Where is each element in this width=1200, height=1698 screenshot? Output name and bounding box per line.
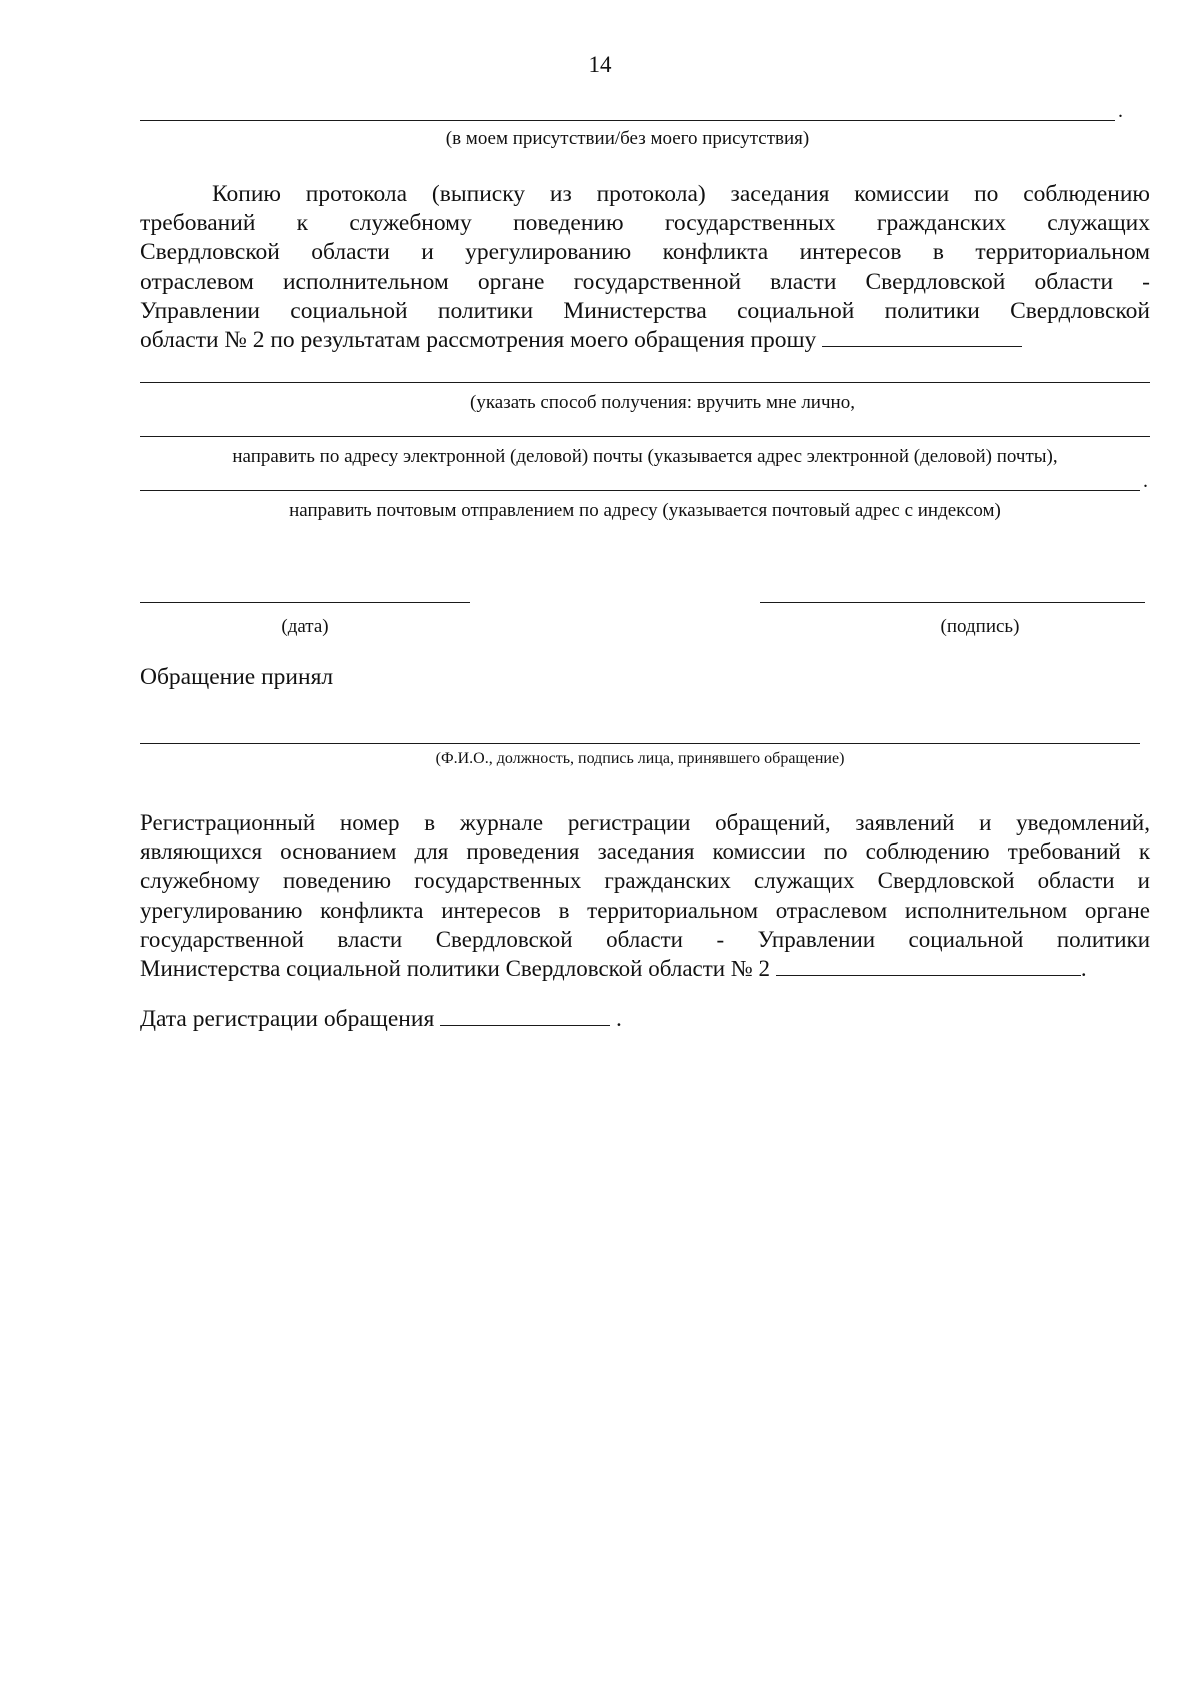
delivery-fill-line-3[interactable] (140, 490, 1140, 491)
paragraph-line (140, 326, 1150, 355)
paragraph-line: отраслевом исполнительном органе государственной власти Свердловской области - (140, 268, 1150, 295)
accepted-caption: (Ф.И.О., должность, подпись лица, принявшего обращение) (435, 750, 845, 767)
paragraph-line: Регистрационный номер в журнале регистрации обращений, заявлений и уведомлений, (140, 810, 1150, 835)
registration-number-fill-line[interactable] (776, 955, 1081, 976)
paragraph-line-text: области № 2 по результатам рассмотрения моего обращения прошу (140, 327, 817, 354)
delivery-caption-in-person: (указать способ получения: вручить мне лично, (470, 392, 855, 413)
registration-date-fill-line[interactable] (440, 1005, 610, 1026)
date-caption: (дата) (281, 616, 329, 637)
paragraph-line: являющихся основанием для проведения заседания комиссии по соблюдению требований к (140, 839, 1150, 865)
page-number: 14 (588, 52, 612, 77)
paragraph-line: Копию протокола (выписку из протокола) заседания комиссии по соблюдению (212, 181, 1150, 207)
paragraph-line: государственной власти Свердловской области - Управлении социальной политики (140, 926, 1150, 952)
paragraph-line: Свердловской области и урегулированию конфликта интересов в территориальном (140, 239, 1150, 266)
paragraph-line: Министерства социальной политики Свердловской области № 2 . (140, 956, 1087, 982)
accepted-label: Обращение принял (140, 664, 334, 690)
signature-fill-line[interactable] (760, 602, 1145, 603)
accepted-fill-line[interactable] (140, 743, 1140, 744)
date-fill-line[interactable] (140, 602, 470, 603)
presence-caption: (в моем присутствии/без моего присутствия) (445, 128, 810, 149)
delivery-fill-line-2[interactable] (140, 436, 1150, 437)
paragraph-line: требований к служебному поведению государственных гражданских служащих (140, 210, 1150, 237)
line-end-dot: . (1143, 470, 1148, 492)
delivery-caption-post: направить почтовым отправлением по адресу (указывается почтовый адрес с индексом) (289, 500, 1001, 521)
paragraph-line: Управлении социальной политики Министерства социальной политики Свердловской (140, 297, 1150, 324)
line-end-dot: . (1118, 100, 1123, 122)
registration-date-label: Дата регистрации обращения (140, 1006, 435, 1032)
paragraph-line: служебному поведению государственных гражданских служащих Свердловской области и (140, 868, 1150, 894)
paragraph-line: урегулированию конфликта интересов в территориальном отраслевом исполнительном органе (140, 897, 1150, 923)
presence-fill-line[interactable] (140, 120, 1115, 121)
request-fill-line[interactable] (822, 326, 1022, 347)
signature-caption: (подпись) (940, 616, 1020, 637)
registration-paragraph (140, 808, 1150, 983)
copy-request-paragraph (140, 180, 1150, 355)
delivery-caption-email: направить по адресу электронной (деловой) почты (указывается адрес электронной (деловой) почты), (232, 446, 1058, 467)
registration-date-row: Дата регистрации обращения . (140, 1006, 622, 1032)
delivery-fill-line-1[interactable] (140, 382, 1150, 383)
paragraph-line-text: Министерства социальной политики Свердловской области № 2 (140, 956, 771, 982)
